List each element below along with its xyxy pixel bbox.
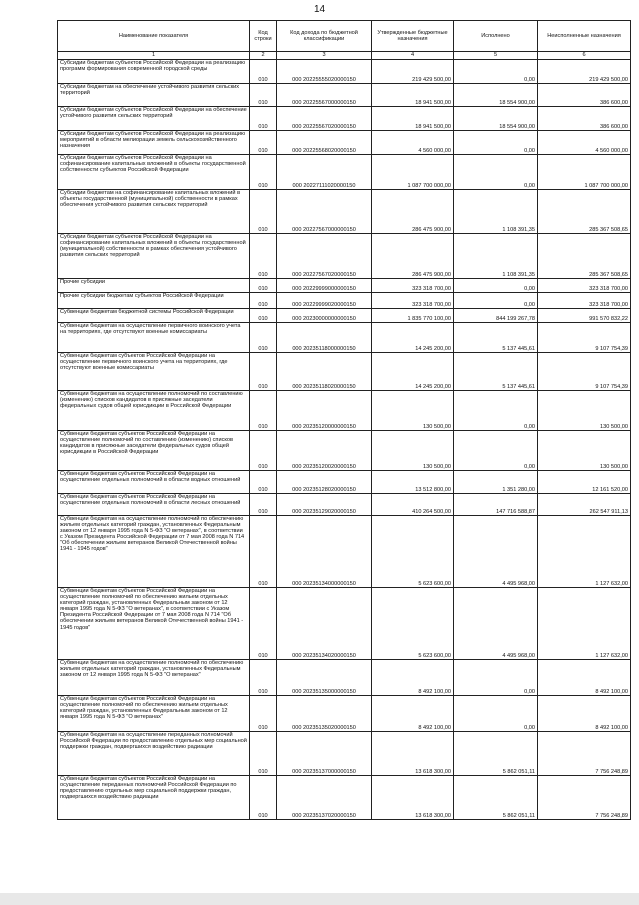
row-line-code: 010 bbox=[250, 391, 277, 431]
row-unexecuted-value: 285 367 508,65 bbox=[538, 234, 631, 279]
row-line-code: 010 bbox=[250, 293, 277, 309]
row-name: Субсидии бюджетам на обеспечение устойчивого развития сельских территорий bbox=[58, 84, 250, 107]
row-income-code: 000 20235118000000150 bbox=[277, 323, 372, 353]
column-number: 4 bbox=[372, 52, 454, 60]
row-approved-value: 1 835 770 100,00 bbox=[372, 309, 454, 323]
row-unexecuted-value: 219 429 500,00 bbox=[538, 60, 631, 84]
row-unexecuted-value: 991 570 832,22 bbox=[538, 309, 631, 323]
row-executed-value: 1 108 391,35 bbox=[454, 190, 538, 234]
row-line-code: 010 bbox=[250, 190, 277, 234]
table-row bbox=[58, 732, 631, 776]
row-unexecuted-value: 9 107 754,39 bbox=[538, 353, 631, 391]
table-row bbox=[58, 431, 631, 471]
row-line-code: 010 bbox=[250, 279, 277, 293]
row-income-code: 000 20235120000000150 bbox=[277, 391, 372, 431]
row-approved-value: 18 941 500,00 bbox=[372, 107, 454, 131]
row-executed-value: 147 716 588,87 bbox=[454, 494, 538, 516]
row-line-code: 010 bbox=[250, 309, 277, 323]
row-approved-value: 8 492 100,00 bbox=[372, 696, 454, 732]
row-executed-value: 0,00 bbox=[454, 696, 538, 732]
row-name: Субсидии бюджетам субъектов Российской Федерации на реализацию программ формирования современной городской среды bbox=[58, 60, 250, 84]
row-name: Субвенции бюджетам субъектов Российской Федерации на осуществление полномочий по составлению (изменению) списков кандидатов в присяжные заседатели федеральных судов общей юрисдикции в Российской Федерации bbox=[58, 431, 250, 471]
header-unexecuted: Неисполненные назначения bbox=[538, 21, 631, 52]
header-code-income: Код дохода по бюджетной классификации bbox=[277, 21, 372, 52]
row-line-code: 010 bbox=[250, 353, 277, 391]
column-numbers-row bbox=[58, 52, 631, 60]
row-name: Субвенции бюджетам субъектов Российской Федерации на осуществление переданных полномочий Российской Федерации по предоставлению отдельных мер социальной поддержки граждан, подвергшихся воздействию радиации bbox=[58, 776, 250, 820]
row-executed-value: 5 137 445,61 bbox=[454, 353, 538, 391]
table-row bbox=[58, 309, 631, 323]
row-unexecuted-value: 12 161 520,00 bbox=[538, 471, 631, 494]
table-row bbox=[58, 588, 631, 660]
row-line-code: 010 bbox=[250, 494, 277, 516]
row-line-code: 010 bbox=[250, 471, 277, 494]
row-approved-value: 14 245 200,00 bbox=[372, 353, 454, 391]
table-row bbox=[58, 516, 631, 588]
header-name: Наименование показателя bbox=[58, 21, 250, 52]
table-row bbox=[58, 107, 631, 131]
row-line-code: 010 bbox=[250, 776, 277, 820]
row-executed-value: 0,00 bbox=[454, 660, 538, 696]
row-unexecuted-value: 1 087 700 000,00 bbox=[538, 155, 631, 190]
row-line-code: 010 bbox=[250, 107, 277, 131]
row-line-code: 010 bbox=[250, 588, 277, 660]
row-name: Субвенции бюджетам на осуществление полномочий по обеспечению жильем отдельных категорий граждан, установленных Федеральным законом от 12 января 1995 года N 5-ФЗ "О ветеранах" bbox=[58, 660, 250, 696]
row-approved-value: 13 618 300,00 bbox=[372, 732, 454, 776]
row-name: Субсидии бюджетам субъектов Российской Федерации на софинансирование капитальных вложений в объекты государственной (муниципальной) собственности в рамках обеспечения устойчивого развития сельских территорий bbox=[58, 234, 250, 279]
row-income-code: 000 20235128020000150 bbox=[277, 471, 372, 494]
row-unexecuted-value: 4 560 000,00 bbox=[538, 131, 631, 155]
table-row bbox=[58, 660, 631, 696]
row-income-code: 000 20225555020000150 bbox=[277, 60, 372, 84]
table-row bbox=[58, 776, 631, 820]
row-approved-value: 5 623 600,00 bbox=[372, 516, 454, 588]
row-unexecuted-value: 8 492 100,00 bbox=[538, 696, 631, 732]
row-income-code: 000 20227567020000150 bbox=[277, 234, 372, 279]
table-row bbox=[58, 84, 631, 107]
row-unexecuted-value: 262 547 911,13 bbox=[538, 494, 631, 516]
row-name: Субвенции бюджетам бюджетной системы Российской Федерации bbox=[58, 309, 250, 323]
row-income-code: 000 20227111020000150 bbox=[277, 155, 372, 190]
table-row bbox=[58, 155, 631, 190]
table-row bbox=[58, 234, 631, 279]
table-row bbox=[58, 391, 631, 431]
row-income-code: 000 20225568020000150 bbox=[277, 131, 372, 155]
row-line-code: 010 bbox=[250, 155, 277, 190]
row-executed-value: 18 554 900,00 bbox=[454, 107, 538, 131]
column-number: 3 bbox=[277, 52, 372, 60]
row-income-code: 000 20227567000000150 bbox=[277, 190, 372, 234]
row-approved-value: 1 087 700 000,00 bbox=[372, 155, 454, 190]
row-name: Субвенции бюджетам на осуществление полномочий по составлению (изменению) списков кандидатов в присяжные заседатели федеральных судов общей юрисдикции в Российской Федерации bbox=[58, 391, 250, 431]
row-income-code: 000 20229999000000150 bbox=[277, 279, 372, 293]
row-executed-value: 0,00 bbox=[454, 279, 538, 293]
row-line-code: 010 bbox=[250, 323, 277, 353]
row-name: Субвенции бюджетам субъектов Российской Федерации на осуществление первичного воинского учета на территориях, где отсутствуют военные комиссариаты bbox=[58, 353, 250, 391]
table-row bbox=[58, 471, 631, 494]
row-approved-value: 4 560 000,00 bbox=[372, 131, 454, 155]
row-unexecuted-value: 7 756 248,89 bbox=[538, 732, 631, 776]
table-body bbox=[58, 60, 631, 820]
row-unexecuted-value: 1 127 632,00 bbox=[538, 588, 631, 660]
row-approved-value: 130 500,00 bbox=[372, 431, 454, 471]
row-approved-value: 8 492 100,00 bbox=[372, 660, 454, 696]
row-income-code: 000 20235129020000150 bbox=[277, 494, 372, 516]
scan-bottom-edge bbox=[0, 893, 639, 905]
row-executed-value: 0,00 bbox=[454, 431, 538, 471]
column-number: 1 bbox=[58, 52, 250, 60]
row-unexecuted-value: 285 367 508,65 bbox=[538, 190, 631, 234]
row-executed-value: 844 199 267,78 bbox=[454, 309, 538, 323]
row-executed-value: 5 137 445,61 bbox=[454, 323, 538, 353]
row-executed-value: 5 862 051,11 bbox=[454, 732, 538, 776]
table-row bbox=[58, 131, 631, 155]
row-approved-value: 286 475 900,00 bbox=[372, 190, 454, 234]
row-income-code: 000 20235134000000150 bbox=[277, 516, 372, 588]
row-income-code: 000 20235137020000150 bbox=[277, 776, 372, 820]
row-name: Субвенции бюджетам субъектов Российской Федерации на осуществление полномочий по обеспечению жильем отдельных категорий граждан, установленных Федеральным законом от 12 января 1995 года N 5-ФЗ "О ветеранах" bbox=[58, 696, 250, 732]
row-unexecuted-value: 8 492 100,00 bbox=[538, 660, 631, 696]
row-name: Субсидии бюджетам субъектов Российской Федерации на софинансирование капитальных вложений в объекты государственной собственности субъектов Российской Федерации bbox=[58, 155, 250, 190]
row-executed-value: 5 862 051,11 bbox=[454, 776, 538, 820]
row-unexecuted-value: 9 107 754,39 bbox=[538, 323, 631, 353]
table-row bbox=[58, 60, 631, 84]
row-name: Прочие субсидии bbox=[58, 279, 250, 293]
row-executed-value: 1 351 280,00 bbox=[454, 471, 538, 494]
row-line-code: 010 bbox=[250, 84, 277, 107]
row-income-code: 000 20230000000000150 bbox=[277, 309, 372, 323]
row-income-code: 000 20235134020000150 bbox=[277, 588, 372, 660]
row-income-code: 000 20229999020000150 bbox=[277, 293, 372, 309]
row-income-code: 000 20235137000000150 bbox=[277, 732, 372, 776]
row-unexecuted-value: 386 600,00 bbox=[538, 84, 631, 107]
table-row bbox=[58, 696, 631, 732]
row-line-code: 010 bbox=[250, 516, 277, 588]
header-row bbox=[58, 21, 631, 52]
page-number: 14 bbox=[313, 4, 326, 15]
row-approved-value: 13 618 300,00 bbox=[372, 776, 454, 820]
row-line-code: 010 bbox=[250, 431, 277, 471]
row-unexecuted-value: 323 318 700,00 bbox=[538, 279, 631, 293]
row-executed-value: 4 495 968,00 bbox=[454, 588, 538, 660]
row-name: Субсидии бюджетам субъектов Российской Федерации на реализацию мероприятий в области мелиорации земель сельскохозяйственного назначения bbox=[58, 131, 250, 155]
row-income-code: 000 20235135000000150 bbox=[277, 660, 372, 696]
column-number: 6 bbox=[538, 52, 631, 60]
row-income-code: 000 20225567020000150 bbox=[277, 107, 372, 131]
header-approved: Утвержденные бюджетные назначения bbox=[372, 21, 454, 52]
table-row bbox=[58, 494, 631, 516]
row-approved-value: 410 264 500,00 bbox=[372, 494, 454, 516]
row-name: Прочие субсидии бюджетам субъектов Российской Федерации bbox=[58, 293, 250, 309]
row-unexecuted-value: 7 756 248,89 bbox=[538, 776, 631, 820]
row-line-code: 010 bbox=[250, 131, 277, 155]
row-approved-value: 18 941 500,00 bbox=[372, 84, 454, 107]
row-line-code: 010 bbox=[250, 60, 277, 84]
row-name: Субвенции бюджетам субъектов Российской Федерации на осуществление полномочий по обеспечению жильем отдельных категорий граждан, установленных Федеральным законом от 12 января 1995 года N 5-ФЗ "О ветеранах", в соответствии с Указом Президента Российской Федерации от 7 мая 2008 года N 714 "Об обеспечении жильем ветеранов Великой Отечественной войны 1941 - 1945 годов" bbox=[58, 588, 250, 660]
row-line-code: 010 bbox=[250, 696, 277, 732]
table-row bbox=[58, 293, 631, 309]
row-unexecuted-value: 386 600,00 bbox=[538, 107, 631, 131]
row-executed-value: 0,00 bbox=[454, 131, 538, 155]
row-approved-value: 13 512 800,00 bbox=[372, 471, 454, 494]
row-executed-value: 18 554 900,00 bbox=[454, 84, 538, 107]
row-line-code: 010 bbox=[250, 660, 277, 696]
row-income-code: 000 20235135020000150 bbox=[277, 696, 372, 732]
row-executed-value: 0,00 bbox=[454, 293, 538, 309]
row-name: Субвенции бюджетам субъектов Российской Федерации на осуществление отдельных полномочий в области лесных отношений bbox=[58, 494, 250, 516]
row-name: Субвенции бюджетам на осуществление переданных полномочий Российской Федерации по предоставлению отдельных мер социальной поддержки граждан, подвергшихся воздействию радиации bbox=[58, 732, 250, 776]
row-approved-value: 5 623 600,00 bbox=[372, 588, 454, 660]
row-income-code: 000 20235118020000150 bbox=[277, 353, 372, 391]
row-approved-value: 219 429 500,00 bbox=[372, 60, 454, 84]
row-name: Субсидии бюджетам субъектов Российской Федерации на обеспечение устойчивого развития сельских территорий bbox=[58, 107, 250, 131]
row-unexecuted-value: 1 127 632,00 bbox=[538, 516, 631, 588]
row-income-code: 000 20235120020000150 bbox=[277, 431, 372, 471]
row-approved-value: 323 318 700,00 bbox=[372, 279, 454, 293]
row-unexecuted-value: 323 318 700,00 bbox=[538, 293, 631, 309]
row-approved-value: 286 475 900,00 bbox=[372, 234, 454, 279]
row-executed-value: 1 108 391,35 bbox=[454, 234, 538, 279]
row-line-code: 010 bbox=[250, 234, 277, 279]
row-executed-value: 0,00 bbox=[454, 60, 538, 84]
row-name: Субвенции бюджетам субъектов Российской Федерации на осуществление отдельных полномочий в области водных отношений bbox=[58, 471, 250, 494]
table-row bbox=[58, 323, 631, 353]
row-name: Субвенции бюджетам на осуществление полномочий по обеспечению жильем отдельных категорий граждан, установленных Федеральным законом от 12 января 1995 года N 5-ФЗ "О ветеранах", в соответствии с Указом Президента Российской Федерации от 7 мая 2008 года N 714 "Об обеспечении жильем ветеранов Великой Отечественной войны 1941 - 1945 годов" bbox=[58, 516, 250, 588]
row-unexecuted-value: 130 500,00 bbox=[538, 391, 631, 431]
column-number: 2 bbox=[250, 52, 277, 60]
row-income-code: 000 20225567000000150 bbox=[277, 84, 372, 107]
row-name: Субсидии бюджетам на софинансирование капитальных вложений в объекты государственной (муниципальной) собственности в рамках обеспечения устойчивого развития сельских территорий bbox=[58, 190, 250, 234]
row-approved-value: 14 245 200,00 bbox=[372, 323, 454, 353]
table-row bbox=[58, 279, 631, 293]
column-number: 5 bbox=[454, 52, 538, 60]
row-approved-value: 323 318 700,00 bbox=[372, 293, 454, 309]
row-executed-value: 0,00 bbox=[454, 391, 538, 431]
row-name: Субвенции бюджетам на осуществление первичного воинского учета на территориях, где отсутствуют военные комиссариаты bbox=[58, 323, 250, 353]
budget-table bbox=[57, 20, 631, 820]
table-row bbox=[58, 190, 631, 234]
row-executed-value: 4 495 968,00 bbox=[454, 516, 538, 588]
header-code-line: Код строки bbox=[250, 21, 277, 52]
row-approved-value: 130 500,00 bbox=[372, 391, 454, 431]
row-unexecuted-value: 130 500,00 bbox=[538, 431, 631, 471]
header-executed: Исполнено bbox=[454, 21, 538, 52]
table-row bbox=[58, 353, 631, 391]
row-line-code: 010 bbox=[250, 732, 277, 776]
row-executed-value: 0,00 bbox=[454, 155, 538, 190]
